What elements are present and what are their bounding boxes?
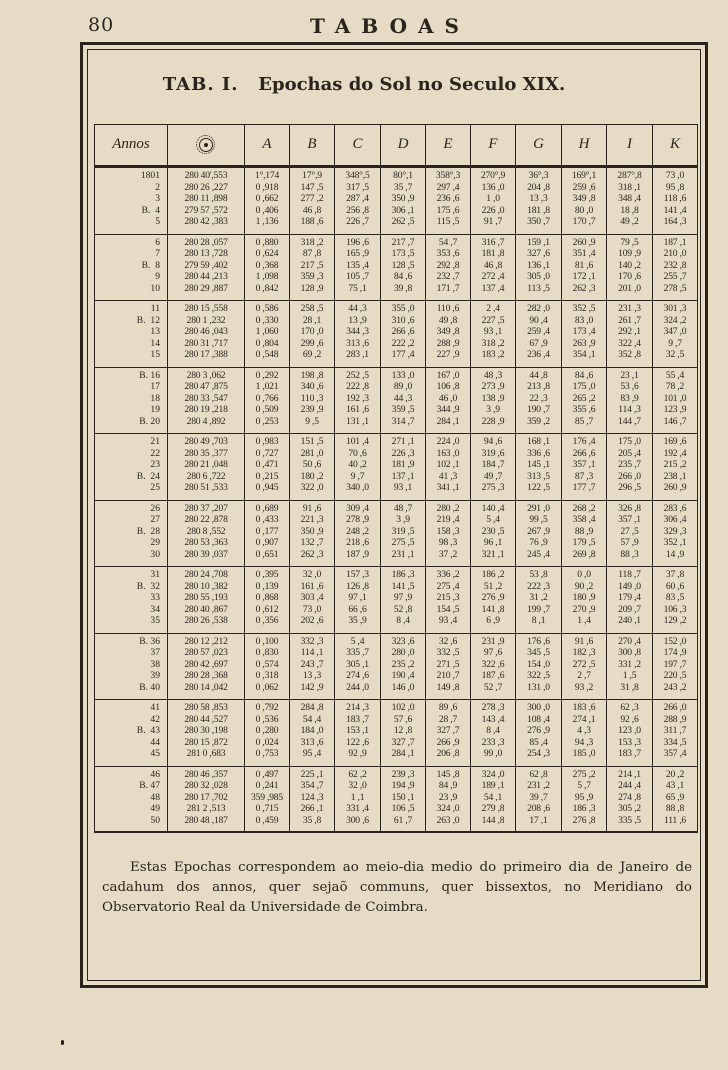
sun-epoch-cell: 280 24 ,708 280 10 ,382 280 55 ,193 280 40 ,867 280 26 ,538 [168,567,245,634]
col-k-cell: 152 ,0 174 ,9 197 ,7 220 ,5 243 ,2 [653,633,698,700]
col-g-cell: 168 ,1 336 ,6 145 ,1 313 ,5 122 ,5 [516,434,562,501]
col-d-cell: 239 ,3 194 ,9 150 ,1 106 ,5 61 ,7 [381,766,426,832]
col-b-cell: 225 ,1 354 ,7 124 ,3 266 ,1 35 ,8 [290,766,335,832]
col-f-cell: 186 ,2 51 ,2 276 ,9 141 ,8 6 ,9 [471,567,516,634]
col-e-cell: 224 ,0 163 ,0 102 ,1 41 ,3 341 ,1 [426,434,471,501]
col-h-cell: 84 ,6 175 ,0 265 ,2 355 ,6 85 ,7 [562,367,607,434]
year-cell: 1801 2 3 B. 4 5 [95,167,168,235]
year-group-row [95,434,698,501]
col-g-cell: 36°,3 204 ,8 13 ,3 181 ,8 350 ,7 [516,167,562,235]
sun-epoch-cell: 280 12 ,212 280 57 ,023 280 42 ,697 280 28 ,368 280 14 ,042 [168,633,245,700]
col-f-cell: 316 ,7 181 ,8 46 ,8 272 ,4 137 ,4 [471,234,516,301]
col-a-cell: 0 ,792 0 ,536 0 ,280 0 ,024 0 ,753 [245,700,290,767]
header-h: H [562,125,607,167]
col-d-cell: 217 ,7 173 ,5 128 ,5 84 ,6 39 ,8 [381,234,426,301]
col-e-cell: 89 ,6 28 ,7 327 ,7 266 ,9 206 ,8 [426,700,471,767]
col-d-cell: 102 ,0 57 ,6 12 ,8 327 ,7 284 ,1 [381,700,426,767]
col-f-cell: 231 ,9 97 ,6 322 ,6 187 ,6 52 ,7 [471,633,516,700]
col-a-cell: 1°,174 0 ,918 0 ,662 0 ,406 1 ,136 [245,167,290,235]
header-f: F [471,125,516,167]
sun-epoch-cell: 280 40',553 280 26 ,227 280 11 ,898 279 57 ,572 280 42 ,383 [168,167,245,235]
year-cell: 21 22 23 B. 24 25 [95,434,168,501]
col-a-cell: 0 ,880 0 ,624 0 ,368 1 ,098 0 ,842 [245,234,290,301]
col-k-cell: 55 ,4 78 ,2 101 ,0 123 ,9 146 ,7 [653,367,698,434]
col-d-cell: 323 ,6 280 ,0 235 ,2 190 ,4 146 ,0 [381,633,426,700]
col-b-cell: 32 ,0 161 ,6 303 ,4 73 ,0 202 ,6 [290,567,335,634]
col-i-cell: 214 ,1 244 ,4 274 ,8 305 ,2 335 ,5 [607,766,653,832]
col-i-cell: 287°,8 318 ,1 348 ,4 18 ,8 49 ,2 [607,167,653,235]
footnote: Estas Epochas correspondem ao meio-dia medio do primeiro dia de Janeiro de cadahum dos annos, quer sejaõ communs, quer bissextos, no Meridiano do Observatorio Real da Universidade de Coimbra. [102,860,692,915]
col-i-cell: 326 ,8 357 ,1 27 ,5 57 ,9 88 ,3 [607,500,653,567]
col-g-cell: 282 ,0 90 ,4 259 ,4 67 ,9 236 ,4 [516,301,562,368]
header-c: C [335,125,381,167]
year-cell: 41 42 B. 43 44 45 [95,700,168,767]
year-cell: B. 36 37 38 39 B. 40 [95,633,168,700]
col-h-cell: 275 ,2 5 ,7 95 ,9 186 ,3 276 ,8 [562,766,607,832]
page-number: 80 [88,14,115,36]
col-g-cell: 53 ,8 222 ,3 31 ,2 199 ,7 8 ,1 [516,567,562,634]
col-e-cell: 167 ,0 106 ,8 46 ,0 344 ,9 284 ,1 [426,367,471,434]
year-cell: 31 B. 32 33 34 35 [95,567,168,634]
year-cell: 26 27 B. 28 29 30 [95,500,168,567]
year-cell: B. 16 17 18 19 B. 20 [95,367,168,434]
col-f-cell: 278 ,3 143 ,4 8 ,4 233 ,3 99 ,0 [471,700,516,767]
col-c-cell: 214 ,3 183 ,7 153 ,1 122 ,6 92 ,9 [335,700,381,767]
sun-epoch-cell: 280 28 ,057 280 13 ,728 279 59 ,402 280 44 ,213 280 29 ,887 [168,234,245,301]
year-cell: 6 7 B. 8 9 10 [95,234,168,301]
col-e-cell: 358°,3 297 ,4 236 ,6 175 ,6 115 ,5 [426,167,471,235]
header-annos: Annos [95,125,168,167]
epochs-table [94,124,698,833]
year-group-row [95,633,698,700]
col-i-cell: 118 ,7 149 ,0 179 ,4 209 ,7 240 ,1 [607,567,653,634]
col-k-cell: 266 ,0 288 ,9 311 ,7 334 ,5 357 ,4 [653,700,698,767]
sun-symbol-icon [199,138,213,152]
col-d-cell: 271 ,1 226 ,3 181 ,9 137 ,1 93 ,1 [381,434,426,501]
col-b-cell: 91 ,6 221 ,3 350 ,9 132 ,7 262 ,3 [290,500,335,567]
header-b: B [290,125,335,167]
col-c-cell: 252 ,5 222 ,8 192 ,3 161 ,6 131 ,1 [335,367,381,434]
col-a-cell: 0 ,586 0 ,330 1 ,060 0 ,804 0 ,548 [245,301,290,368]
col-b-cell: 17°,9 147 ,5 277 ,2 46 ,8 188 ,6 [290,167,335,235]
running-head: TABOAS [310,14,470,38]
col-f-cell: 324 ,0 189 ,1 54 ,1 279 ,8 144 ,8 [471,766,516,832]
col-g-cell: 62 ,8 231 ,2 39 ,7 208 ,6 17 ,1 [516,766,562,832]
col-h-cell: 169°,1 259 ,6 349 ,8 80 ,0 170 ,7 [562,167,607,235]
header-i: I [607,125,653,167]
col-c-cell: 101 ,4 70 ,6 40 ,2 9 ,7 340 ,0 [335,434,381,501]
col-f-cell: 94 ,6 319 ,6 184 ,7 49 ,7 275 ,3 [471,434,516,501]
col-c-cell: 5 ,4 335 ,7 305 ,1 274 ,6 244 ,0 [335,633,381,700]
col-e-cell: 110 ,6 49 ,8 349 ,8 288 ,9 227 ,9 [426,301,471,368]
col-i-cell: 270 ,4 300 ,8 331 ,2 1 ,5 31 ,8 [607,633,653,700]
col-i-cell: 231 ,3 261 ,7 292 ,1 322 ,4 352 ,8 [607,301,653,368]
header-g: G [516,125,562,167]
col-g-cell: 291 ,0 99 ,5 267 ,9 76 ,9 245 ,4 [516,500,562,567]
col-b-cell: 284 ,8 54 ,4 184 ,0 313 ,6 95 ,4 [290,700,335,767]
col-h-cell: 260 ,9 351 ,4 81 ,6 172 ,1 262 ,3 [562,234,607,301]
year-cell: 11 B. 12 13 14 15 [95,301,168,368]
col-c-cell: 309 ,4 278 ,9 248 ,2 218 ,6 187 ,9 [335,500,381,567]
col-g-cell: 300 ,0 108 ,4 276 ,9 85 ,4 254 ,3 [516,700,562,767]
col-c-cell: 157 ,3 126 ,8 97 ,1 66 ,6 35 ,9 [335,567,381,634]
sun-epoch-cell: 280 15 ,558 280 1 ,232 280 46 ,043 280 31 ,717 280 17 ,388 [168,301,245,368]
col-k-cell: 169 ,6 192 ,4 215 ,2 238 ,1 260 ,9 [653,434,698,501]
year-group-row [95,567,698,634]
col-i-cell: 23 ,1 53 ,6 83 ,9 114 ,3 144 ,7 [607,367,653,434]
col-f-cell: 140 ,4 5 ,4 230 ,5 96 ,1 321 ,1 [471,500,516,567]
header-e: E [426,125,471,167]
col-d-cell: 133 ,0 89 ,0 44 ,3 359 ,5 314 ,7 [381,367,426,434]
year-group-row [95,301,698,368]
col-k-cell: 187 ,1 210 ,0 232 ,8 255 ,7 278 ,5 [653,234,698,301]
col-a-cell: 0 ,689 0 ,433 0 ,177 0 ,907 0 ,651 [245,500,290,567]
table-number: TAB. I. [162,74,239,95]
header-k: K [653,125,698,167]
col-c-cell: 44 ,3 13 ,9 344 ,3 313 ,6 283 ,1 [335,301,381,368]
col-h-cell: 176 ,4 266 ,6 357 ,1 87 ,3 177 ,7 [562,434,607,501]
col-d-cell: 80°,1 35 ,7 350 ,9 306 ,1 262 ,5 [381,167,426,235]
header-sun [168,125,245,167]
year-group-row [95,167,698,235]
col-a-cell: 0 ,292 1 ,021 0 ,766 0 ,509 0 ,253 [245,367,290,434]
table-heading: Epochas do Sol no Seculo XIX. [258,74,566,95]
col-e-cell: 54 ,7 353 ,6 292 ,8 232 ,7 171 ,7 [426,234,471,301]
col-h-cell: 91 ,6 182 ,3 272 ,5 2 ,7 93 ,2 [562,633,607,700]
year-group-row [95,700,698,767]
col-e-cell: 280 ,2 219 ,4 158 ,3 98 ,3 37 ,2 [426,500,471,567]
col-h-cell: 183 ,6 274 ,1 4 ,3 94 ,3 185 ,0 [562,700,607,767]
sun-epoch-cell: 280 46 ,357 280 32 ,028 280 17 ,702 281 2 ,513 280 48 ,187 [168,766,245,832]
col-f-cell: 270°,9 136 ,0 1 ,0 226 ,0 91 ,7 [471,167,516,235]
col-h-cell: 352 ,5 83 ,0 173 ,4 263 ,9 354 ,1 [562,301,607,368]
col-d-cell: 48 ,7 3 ,9 319 ,5 275 ,5 231 ,1 [381,500,426,567]
col-g-cell: 44 ,8 213 ,8 22 ,3 190 ,7 359 ,2 [516,367,562,434]
year-group-row [95,500,698,567]
col-a-cell: 0 ,395 0 ,139 0 ,868 0 ,612 0 ,356 [245,567,290,634]
col-f-cell: 2 ,4 227 ,5 93 ,1 318 ,2 183 ,2 [471,301,516,368]
col-i-cell: 175 ,0 205 ,4 235 ,7 266 ,0 296 ,5 [607,434,653,501]
year-group-row [95,766,698,832]
year-cell: 46 B. 47 48 49 50 [95,766,168,832]
col-k-cell: 73 ,0 95 ,8 118 ,6 141 ,4 164 ,3 [653,167,698,235]
col-d-cell: 186 ,3 141 ,5 97 ,9 52 ,8 8 ,4 [381,567,426,634]
year-group-row [95,367,698,434]
col-b-cell: 318 ,2 87 ,8 217 ,5 359 ,3 128 ,9 [290,234,335,301]
col-g-cell: 176 ,6 345 ,5 154 ,0 322 ,5 131 ,0 [516,633,562,700]
sun-epoch-cell: 280 3 ,062 280 47 ,875 280 33 ,547 280 19 ,218 280 4 ,892 [168,367,245,434]
sun-epoch-cell: 280 37 ,207 280 22 ,878 280 8 ,552 280 53 ,363 280 39 ,037 [168,500,245,567]
header-a: A [245,125,290,167]
col-c-cell: 348°,5 317 ,5 287 ,4 256 ,8 226 ,7 [335,167,381,235]
header-row [95,125,698,167]
col-e-cell: 32 ,6 332 ,5 271 ,5 210 ,7 149 ,8 [426,633,471,700]
col-g-cell: 159 ,1 327 ,6 136 ,1 305 ,0 113 ,5 [516,234,562,301]
col-k-cell: 283 ,6 306 ,4 329 ,3 352 ,1 14 ,9 [653,500,698,567]
col-h-cell: 268 ,2 358 ,4 88 ,9 179 ,5 269 ,8 [562,500,607,567]
col-k-cell: 37 ,8 60 ,6 83 ,5 106 ,3 129 ,2 [653,567,698,634]
col-f-cell: 48 ,3 273 ,9 138 ,9 3 ,9 228 ,9 [471,367,516,434]
col-c-cell: 196 ,6 165 ,9 135 ,4 105 ,7 75 ,1 [335,234,381,301]
col-a-cell: 0 ,100 0 ,830 0 ,574 0 ,318 0 ,062 [245,633,290,700]
col-a-cell: 0 ,497 0 ,241 359 ,985 0 ,715 0 ,459 [245,766,290,832]
col-b-cell: 332 ,3 114 ,1 243 ,7 13 ,3 142 ,9 [290,633,335,700]
col-b-cell: 258 ,5 28 ,1 170 ,0 299 ,6 69 ,2 [290,301,335,368]
header-d: D [381,125,426,167]
col-b-cell: 151 ,5 281 ,0 50 ,6 180 ,2 322 ,0 [290,434,335,501]
col-b-cell: 198 ,8 340 ,6 110 ,3 239 ,9 9 ,5 [290,367,335,434]
col-i-cell: 79 ,5 109 ,9 140 ,2 170 ,6 201 ,0 [607,234,653,301]
col-k-cell: 301 ,3 324 ,2 347 ,0 9 ,7 32 ,5 [653,301,698,368]
sun-epoch-cell: 280 49 ,703 280 35 ,377 280 21 ,048 280 6 ,722 280 51 ,533 [168,434,245,501]
col-i-cell: 62 ,3 92 ,6 123 ,0 153 ,3 183 ,7 [607,700,653,767]
col-k-cell: 20 ,2 43 ,1 65 ,9 88 ,8 111 ,6 [653,766,698,832]
year-group-row [95,234,698,301]
sun-epoch-cell: 280 58 ,853 280 44 ,527 280 30 ,198 280 15 ,872 281 0 ,683 [168,700,245,767]
col-c-cell: 62 ,2 32 ,0 1 ,1 331 ,4 300 ,6 [335,766,381,832]
ink-speck [61,1040,64,1045]
col-h-cell: 0 ,0 90 ,2 180 ,9 270 ,9 1 ,4 [562,567,607,634]
table-title [0,74,728,95]
col-d-cell: 355 ,0 310 ,6 266 ,6 222 ,2 177 ,4 [381,301,426,368]
col-e-cell: 145 ,8 84 ,9 23 ,9 324 ,0 263 ,0 [426,766,471,832]
col-e-cell: 336 ,2 275 ,4 215 ,3 154 ,5 93 ,4 [426,567,471,634]
col-a-cell: 0 ,983 0 ,727 0 ,471 0 ,215 0 ,945 [245,434,290,501]
